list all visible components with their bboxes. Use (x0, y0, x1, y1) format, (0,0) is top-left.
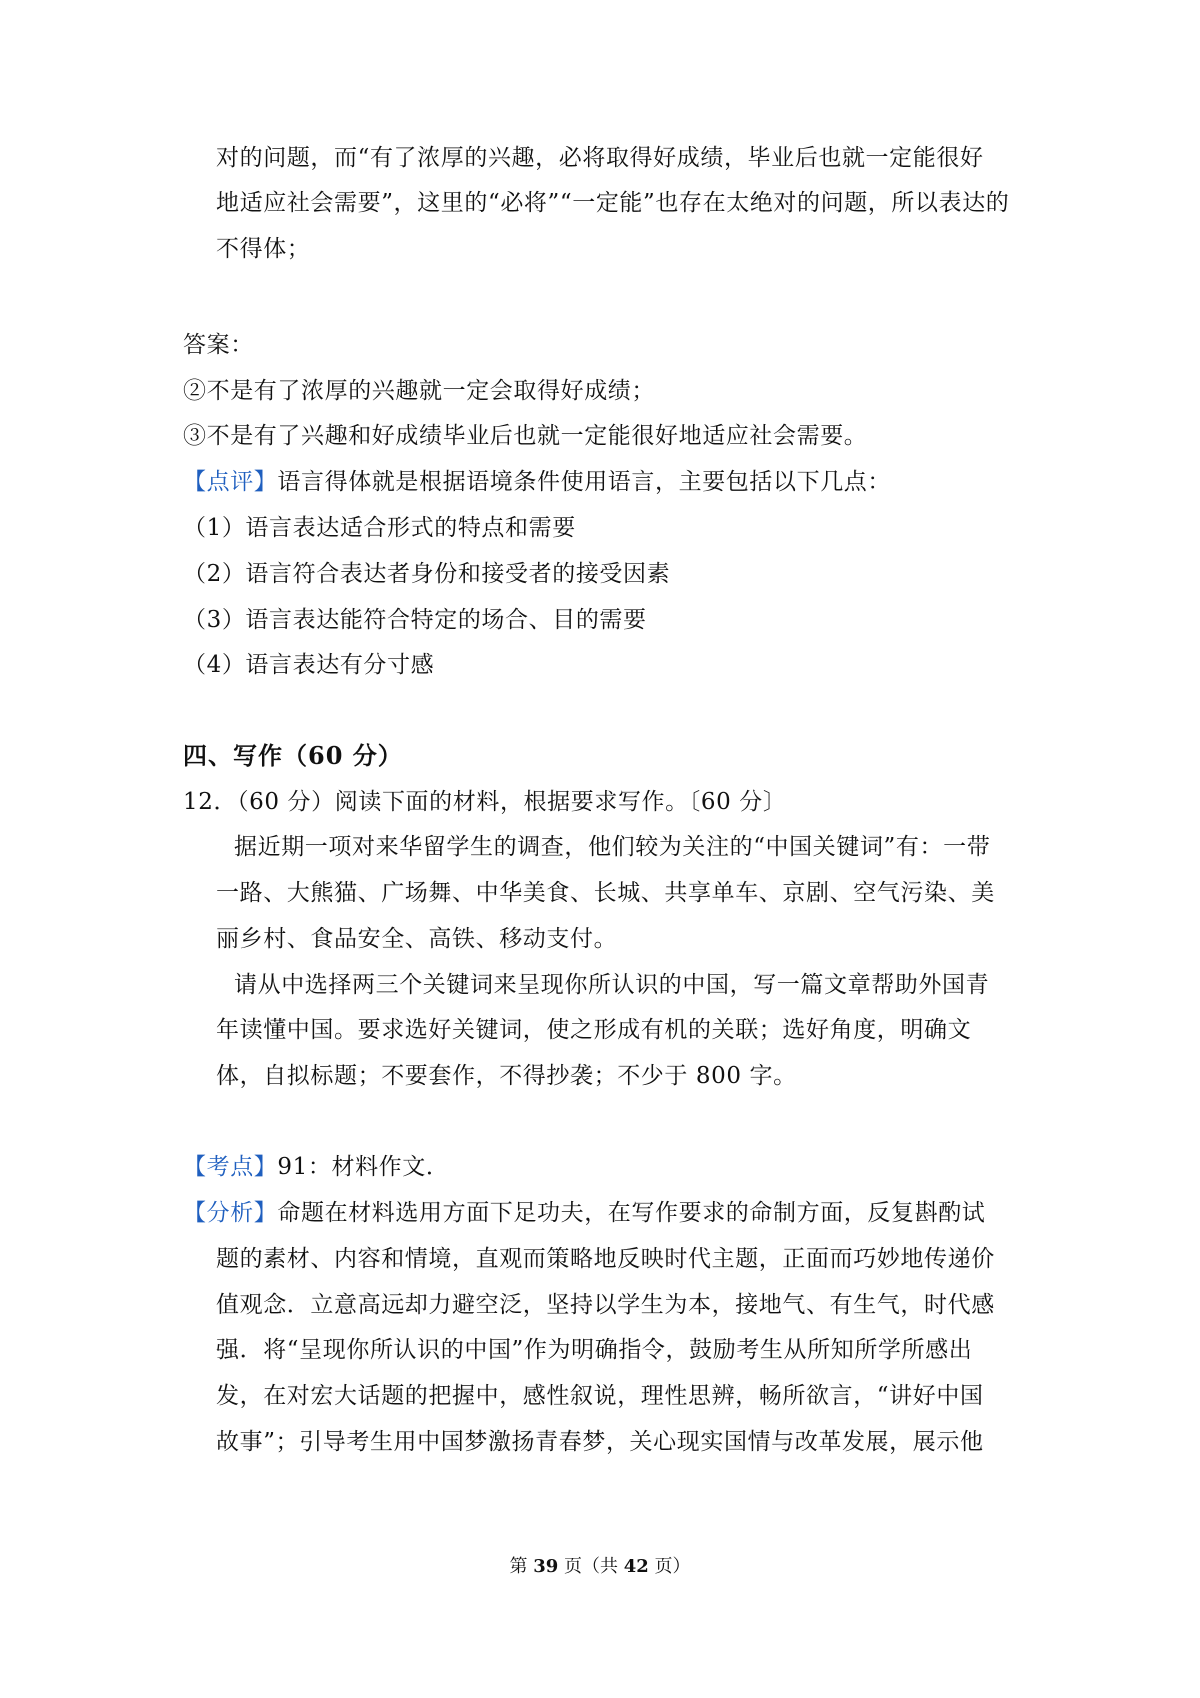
kaodian-tag: 【考点】 (183, 1154, 278, 1180)
comment-tag: 【点评】 (183, 469, 278, 495)
fenxi-paragraph-line: 题的素材、内容和情境，直观而策略地反映时代主题，正面而巧妙地传递价 (216, 1246, 995, 1272)
material-line: 据近期一项对来华留学生的调查，他们较为关注的“中国关键词”有：一带 (234, 834, 991, 860)
fenxi-line (183, 1198, 985, 1228)
comment-text: 语言得体就是根据语境条件使用语言，主要包括以下几点： (277, 469, 892, 495)
answer-item: ③不是有了兴趣和好成绩毕业后也就一定能很好地适应社会需要。 (183, 423, 868, 449)
answer-label: 答案： (183, 332, 254, 358)
fenxi-tag: 【分析】 (183, 1200, 278, 1226)
paragraph-line: 不得体； (216, 236, 311, 262)
answer-item: ②不是有了浓厚的兴趣就一定会取得好成绩； (183, 378, 655, 404)
current-page-number: 39 (533, 1556, 559, 1577)
footer-middle: 页（共 (558, 1556, 624, 1577)
point-item: （2）语言符合表达者身份和接受者的接受因素 (183, 561, 671, 587)
comment-line (183, 467, 891, 497)
fenxi-paragraph-line: 发，在对宏大话题的把握中，感性叙说，理性思辨，畅所欲言，“讲好中国 (216, 1383, 984, 1409)
kaodian-text: 91：材料作文． (277, 1154, 450, 1180)
total-page-number: 42 (623, 1556, 649, 1577)
fenxi-text: 命题在材料选用方面下足功夫，在写作要求的命制方面，反复斟酌试 (277, 1200, 986, 1226)
fenxi-paragraph-line: 值观念．立意高远却力避空泛，坚持以学生为本，接地气、有生气，时代感 (216, 1292, 995, 1318)
fenxi-paragraph-line: 故事”；引导考生用中国梦激扬青春梦，关心现实国情与改革发展，展示他 (216, 1429, 984, 1455)
requirement-line: 请从中选择两三个关键词来呈现你所认识的中国，写一篇文章帮助外国青 (234, 972, 990, 998)
section-heading: 四、写作（60 分） (183, 741, 403, 770)
material-line: 一路、大熊猫、广场舞、中华美食、长城、共享单车、京剧、空气污染、美 (216, 880, 995, 906)
material-line: 丽乡村、食品安全、高铁、移动支付。 (216, 926, 618, 952)
fenxi-paragraph-line: 强．将“呈现你所认识的中国”作为明确指令，鼓励考生从所知所学所感出 (216, 1337, 973, 1363)
footer-prefix: 第 (509, 1556, 534, 1577)
question-line: 12．（60 分）阅读下面的材料，根据要求写作。〔60 分〕 (183, 789, 787, 815)
kaodian-line (183, 1152, 449, 1182)
paragraph-line: 对的问题，而“有了浓厚的兴趣，必将取得好成绩，毕业后也就一定能很好 (216, 145, 984, 171)
requirement-line: 年读懂中国。要求选好关键词，使之形成有机的关联；选好角度，明确文 (216, 1017, 972, 1043)
paragraph-line: 地适应社会需要”，这里的“必将”“一定能”也存在太绝对的问题，所以表达的 (216, 190, 1010, 216)
page-footer (0, 1555, 1200, 1579)
requirement-line: 体，自拟标题；不要套作，不得抄袭；不少于 800 字。 (216, 1063, 797, 1089)
point-item: （3）语言表达能符合特定的场合、目的需要 (183, 607, 647, 633)
point-item: （1）语言表达适合形式的特点和需要 (183, 515, 576, 541)
footer-suffix: 页） (648, 1556, 691, 1577)
point-item: （4）语言表达有分寸感 (183, 652, 435, 678)
